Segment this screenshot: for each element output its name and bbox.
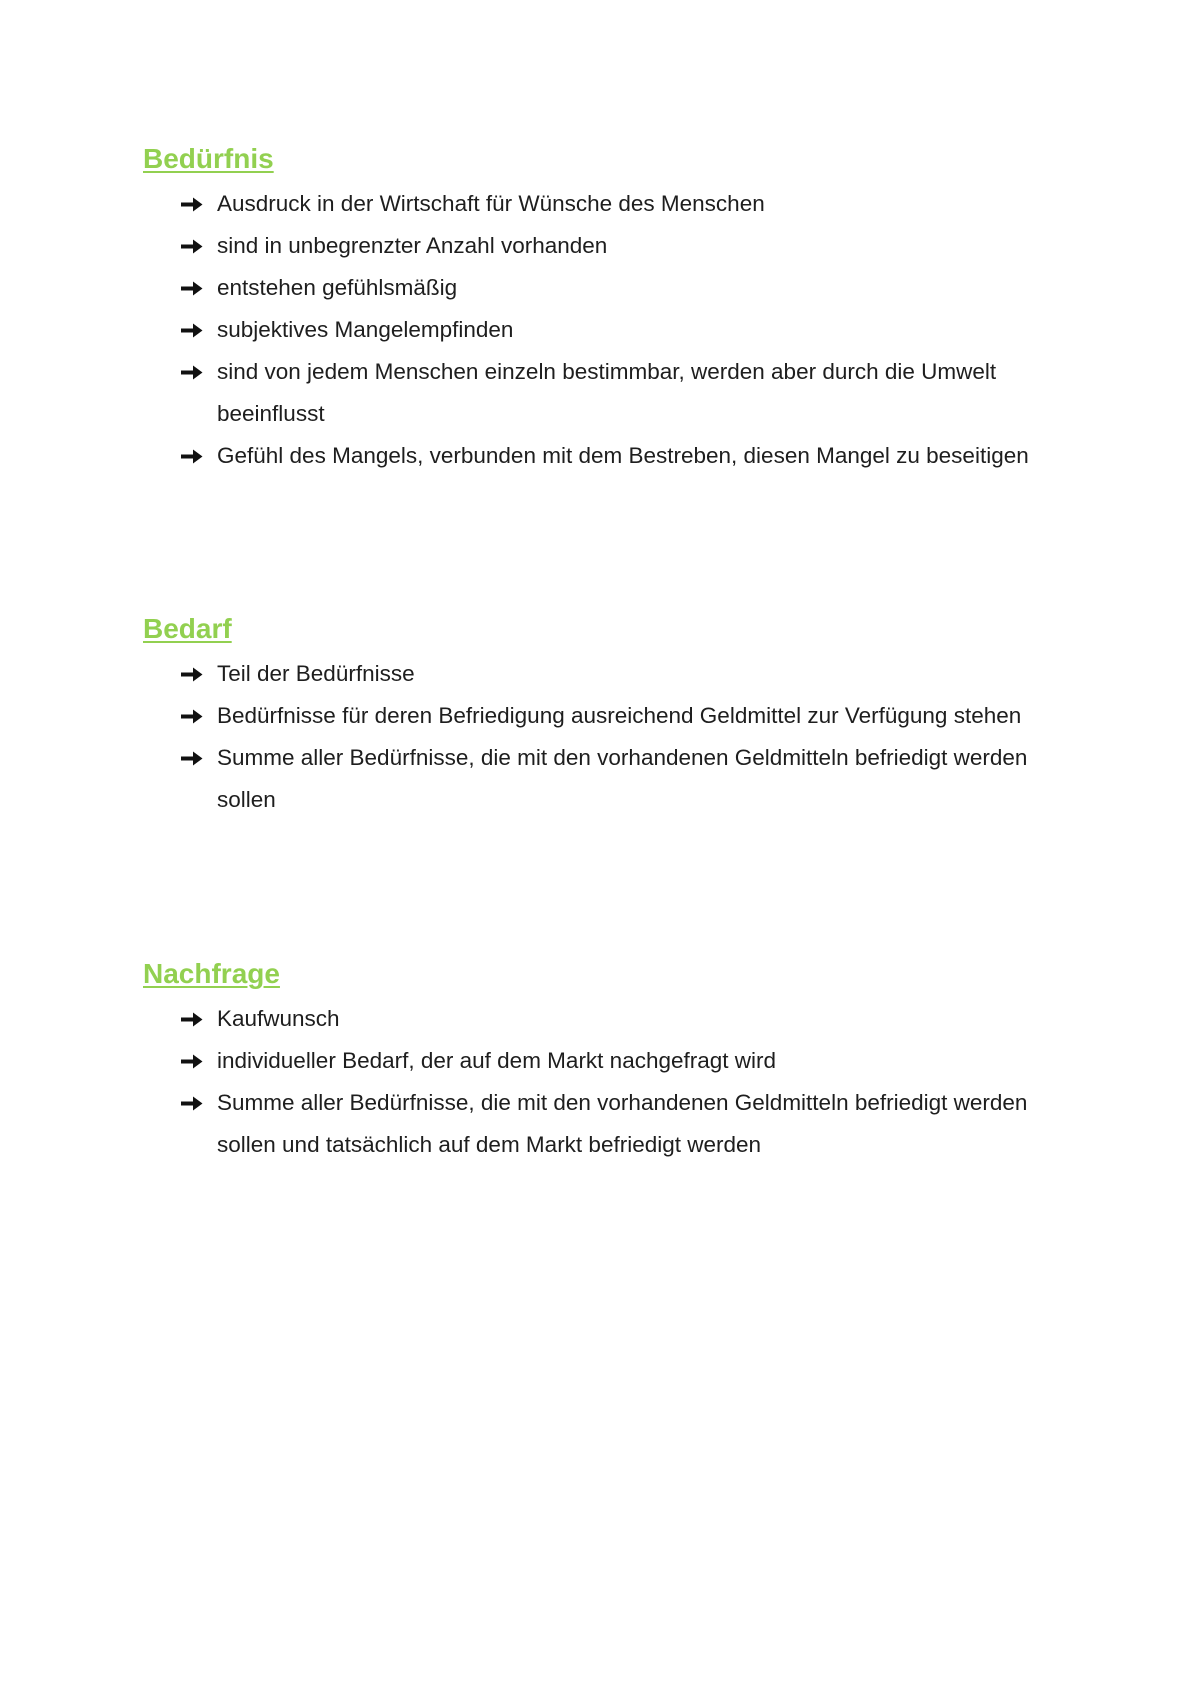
- list-item: [143, 653, 1083, 695]
- bullet-list: [143, 998, 1083, 1166]
- list-item-text: entstehen gefühlsmäßig: [217, 275, 458, 300]
- list-item: [143, 267, 1083, 309]
- section-bedarf: [143, 611, 1083, 821]
- list-item-text: sind in unbegrenzter Anzahl vorhanden: [217, 233, 608, 258]
- arrow-right-icon: [180, 322, 204, 339]
- list-item: [143, 435, 1083, 477]
- list-item-text: Summe aller Bedürfnisse, die mit den vorhandenen Geldmitteln befriedigt werden sollen: [217, 745, 1028, 812]
- bullet-list: [143, 653, 1083, 821]
- arrow-right-icon: [180, 238, 204, 255]
- arrow-right-icon: [180, 750, 204, 767]
- section-heading: Bedarf: [143, 613, 232, 644]
- arrow-right-icon: [180, 1095, 204, 1112]
- arrow-right-icon: [180, 196, 204, 213]
- list-item-text: Ausdruck in der Wirtschaft für Wünsche des Menschen: [217, 191, 765, 216]
- list-item: [143, 1082, 1083, 1166]
- arrow-right-icon: [180, 364, 204, 381]
- list-item: [143, 309, 1083, 351]
- list-item: [143, 225, 1083, 267]
- list-item-text: Summe aller Bedürfnisse, die mit den vorhandenen Geldmitteln befriedigt werden sollen und tatsächlich auf dem Markt befriedigt werden: [217, 1090, 1028, 1157]
- section-heading: Bedürfnis: [143, 143, 274, 174]
- list-item-text: Kaufwunsch: [217, 1006, 340, 1031]
- list-item-text: sind von jedem Menschen einzeln bestimmbar, werden aber durch die Umwelt beeinflusst: [217, 359, 997, 426]
- arrow-right-icon: [180, 1053, 204, 1070]
- arrow-right-icon: [180, 280, 204, 297]
- list-item: [143, 737, 1083, 821]
- arrow-right-icon: [180, 1011, 204, 1028]
- list-item: [143, 998, 1083, 1040]
- arrow-right-icon: [180, 666, 204, 683]
- list-item: [143, 695, 1083, 737]
- list-item-text: Bedürfnisse für deren Befriedigung ausreichend Geldmittel zur Verfügung stehen: [217, 703, 1022, 728]
- section-heading: Nachfrage: [143, 958, 280, 989]
- arrow-right-icon: [180, 448, 204, 465]
- arrow-right-icon: [180, 708, 204, 725]
- list-item-text: Gefühl des Mangels, verbunden mit dem Bestreben, diesen Mangel zu beseitigen: [217, 443, 1029, 468]
- list-item-text: individueller Bedarf, der auf dem Markt nachgefragt wird: [217, 1048, 777, 1073]
- list-item-text: subjektives Mangelempfinden: [217, 317, 514, 342]
- list-item: [143, 351, 1083, 435]
- section-nachfrage: [143, 956, 1083, 1166]
- section-beduerfnis: [143, 141, 1083, 477]
- list-item: [143, 183, 1083, 225]
- bullet-list: [143, 183, 1083, 477]
- list-item: [143, 1040, 1083, 1082]
- list-item-text: Teil der Bedürfnisse: [217, 661, 415, 686]
